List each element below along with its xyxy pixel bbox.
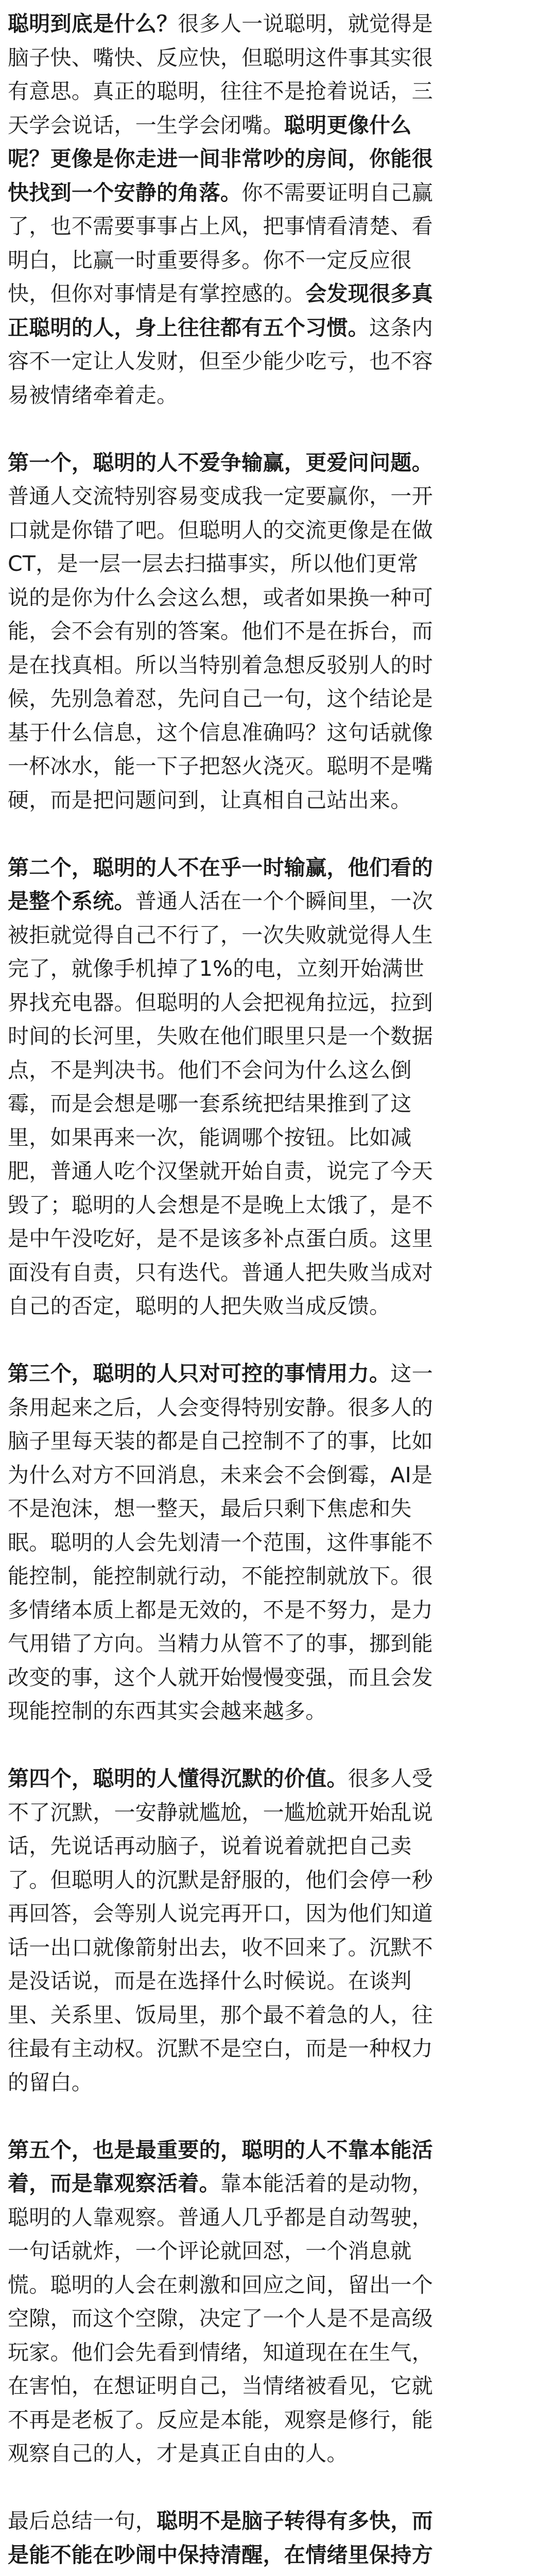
text-line xyxy=(8,1189,548,1223)
text-line xyxy=(8,345,548,379)
text-line xyxy=(8,2538,548,2572)
bold-text: 正聪明的人，身上往往都有五个习惯。 xyxy=(8,315,370,340)
body-text: 这一 xyxy=(390,1361,433,1386)
bold-text: 第一个，聪明的人不爱争输赢，更爱问问题。 xyxy=(8,450,433,475)
text-line xyxy=(8,1121,548,1155)
text-line xyxy=(8,109,548,143)
text-line xyxy=(8,1155,548,1189)
text-line xyxy=(8,2302,548,2336)
text-line xyxy=(8,7,548,41)
body-text: 面没有自责，只有迭代。普通人把失败当成对 xyxy=(8,1260,433,1285)
body-text: 聪明的人靠观察。普通人几乎都是自动驾驶， xyxy=(8,2205,433,2230)
body-text: 是在找真相。所以当特别着急想反驳别人的时 xyxy=(8,652,433,677)
body-text: 不是泡沫，想一整天，最后只剩下焦虑和失 xyxy=(8,1496,412,1521)
bold-text: 第三个，聪明的人只对可控的事情用力。 xyxy=(8,1361,391,1386)
body-text: 自己的否定，聪明的人把失败当成反馈。 xyxy=(8,1294,391,1318)
text-line xyxy=(8,885,548,919)
text-line xyxy=(8,1391,548,1425)
text-line xyxy=(8,1964,548,1998)
text-line xyxy=(8,2234,548,2268)
text-line xyxy=(8,1594,548,1628)
body-text: 话一出口就像箭射出去，收不回来了。沉默不 xyxy=(8,1935,433,1960)
bold-text: 聪明不是脑子转得有多快，而 xyxy=(157,2509,433,2533)
bold-text: 第四个，聪明的人懂得沉默的价值。 xyxy=(8,1766,348,1791)
bold-text: 第五个，也是最重要的，聪明的人不靠本能活 xyxy=(8,2137,433,2162)
body-text: 话，先说话再动脑子，说着说着就把自己卖 xyxy=(8,1834,412,1858)
body-text: 为什么对方不回消息，未来会不会倒霉，AI是 xyxy=(8,1462,433,1487)
text-line xyxy=(8,1425,548,1459)
body-text: 慌。聪明的人会在刺激和回应之间，留出一个 xyxy=(8,2272,433,2297)
body-text: 了，也不需要事事占上风，把事情看清楚、看 xyxy=(8,214,433,239)
text-line xyxy=(8,1863,548,1897)
body-text: 普通人交流特别容易变成我一定要赢你，一开 xyxy=(8,484,433,509)
text-line xyxy=(8,1492,548,1526)
text-line xyxy=(8,1998,548,2032)
body-text: 硬，而是把问题问到，让真相自己站出来。 xyxy=(8,787,412,812)
paragraph-gap xyxy=(8,2099,548,2133)
text-line xyxy=(8,1087,548,1121)
body-text: 毁了；聪明的人会想是不是晚上太饿了，是不 xyxy=(8,1192,433,1217)
text-line xyxy=(8,1222,548,1256)
body-text: 很多人受 xyxy=(348,1766,433,1791)
text-line xyxy=(8,2403,548,2437)
text-line xyxy=(8,2201,548,2235)
bold-text: 着，而是靠观察活着。 xyxy=(8,2171,220,2196)
text-line xyxy=(8,142,548,176)
text-line xyxy=(8,2336,548,2370)
paragraph-gap xyxy=(8,817,548,851)
body-text: 容不一定让人发财，但至少能少吃亏，也不容 xyxy=(8,349,433,374)
text-line xyxy=(8,1054,548,1088)
body-text: 不再是老板了。反应是本能，观察是修行，能 xyxy=(8,2407,433,2432)
body-text: 口就是你错了吧。但聪明人的交流更像是在做 xyxy=(8,517,433,543)
body-text: 眠。聪明的人会先划清一个范围，这件事能不 xyxy=(8,1530,433,1555)
text-line xyxy=(8,1627,548,1661)
body-text: 易被情绪牵着走。 xyxy=(8,382,178,408)
text-line xyxy=(8,1560,548,1594)
text-line xyxy=(8,446,548,480)
body-text: 点，不是判决书。他们不会问为什么这么倒 xyxy=(8,1057,412,1082)
text-line xyxy=(8,1459,548,1493)
bold-text: 呢？更像是你走进一间非常吵的房间，你能很 xyxy=(8,146,433,171)
text-line xyxy=(8,311,548,345)
text-line xyxy=(8,1796,548,1830)
body-text: 气用错了方向。当精力从管不了的事，挪到能 xyxy=(8,1631,433,1656)
text-line xyxy=(8,1661,548,1695)
text-line xyxy=(8,851,548,885)
text-line xyxy=(8,1020,548,1054)
body-text: 时间的长河里，失败在他们眼里只是一个数据 xyxy=(8,1024,433,1048)
body-text: 霉，而是会想是哪一套系统把结果推到了这 xyxy=(8,1091,412,1116)
body-text: 候，先别急着怼，先问自己一句，这个结论是 xyxy=(8,686,433,711)
text-line xyxy=(8,2504,548,2538)
text-line xyxy=(8,1897,548,1931)
text-line xyxy=(8,1290,548,1324)
body-text: 靠本能活着的是动物， xyxy=(220,2171,433,2196)
body-text: 里，如果再来一次，能调哪个按钮。比如减 xyxy=(8,1125,412,1150)
text-line xyxy=(8,750,548,784)
body-text: 玩家。他们会先看到情绪，知道现在在生气， xyxy=(8,2340,433,2365)
body-text: 往最有主动权。沉默不是空白，而是一种权力 xyxy=(8,2036,433,2061)
body-text: 快，但你对事情是有掌控感的。 xyxy=(8,281,306,306)
text-line xyxy=(8,244,548,278)
body-text: 明白，比赢一时重要得多。你不一定反应很 xyxy=(8,247,412,273)
body-text: 是中午没吃好，是不是该多补点蛋白质。这里 xyxy=(8,1226,433,1251)
bold-text: 是能不能在吵闹中保持清醒，在情绪里保持方 xyxy=(8,2542,433,2567)
body-text: 这条内 xyxy=(369,315,433,340)
text-line xyxy=(8,581,548,615)
body-text: 最后总结一句， xyxy=(8,2509,157,2533)
body-text: 基于什么信息，这个信息准确吗？这句话就像 xyxy=(8,720,433,745)
text-line xyxy=(8,277,548,311)
text-line xyxy=(8,41,548,75)
text-line xyxy=(8,2369,548,2403)
body-text: 一杯冰水，能一下子把怒火浇灭。聪明不是嘴 xyxy=(8,754,433,778)
body-text: 很多人一说聪明，就觉得是 xyxy=(178,11,433,36)
text-line xyxy=(8,2032,548,2066)
text-line xyxy=(8,1931,548,1965)
body-text: 观察自己的人，才是真正自由的人。 xyxy=(8,2441,348,2466)
text-line xyxy=(8,2572,548,2576)
body-text: 再回答，会等别人说完再开口，因为他们知道 xyxy=(8,1901,433,1926)
body-text: 能控制，能控制就行动，不能控制就放下。很 xyxy=(8,1564,433,1588)
paragraph-gap xyxy=(8,412,548,446)
text-line xyxy=(8,1762,548,1796)
paragraph-gap xyxy=(8,1728,548,1762)
body-text: 的留白。 xyxy=(8,2070,93,2095)
text-line xyxy=(8,784,548,818)
text-line xyxy=(8,2167,548,2201)
text-line xyxy=(8,1829,548,1863)
bold-text: 快找到一个安静的角落。 xyxy=(8,180,242,205)
text-line xyxy=(8,1357,548,1391)
body-text: 空隙，而这个空隙，决定了一个人是不是高级 xyxy=(8,2306,433,2331)
body-text: 一句话就炸，一个评论就回怼，一个消息就 xyxy=(8,2239,412,2263)
text-line xyxy=(8,986,548,1020)
text-line xyxy=(8,75,548,109)
body-text: 被拒就觉得自己不行了，一次失败就觉得人生 xyxy=(8,922,433,947)
text-line xyxy=(8,210,548,244)
body-text: 现能控制的东西其实会越来越多。 xyxy=(8,1699,327,1723)
body-text: 普通人活在一个个瞬间里，一次 xyxy=(135,889,433,913)
body-text: 里、关系里、饭局里，那个最不着急的人，往 xyxy=(8,2002,433,2027)
body-text: CT，是一层一层去扫描事实，所以他们更常 xyxy=(8,551,419,576)
bold-text: 聪明到底是什么？ xyxy=(8,11,178,36)
paragraph-gap xyxy=(8,2471,548,2505)
text-line xyxy=(8,649,548,683)
text-line xyxy=(8,1694,548,1728)
text-line xyxy=(8,952,548,986)
body-text: 能，会不会有别的答案。他们不是在拆台，而 xyxy=(8,619,433,643)
body-text: 在害怕，在想证明自己，当情绪被看见，它就 xyxy=(8,2374,433,2398)
body-text: 天学会说话，一生学会闭嘴。 xyxy=(8,112,284,138)
body-text: 你不需要证明自己赢 xyxy=(241,180,433,205)
body-text: 脑子里每天装的都是自己控制不了的事，比如 xyxy=(8,1429,433,1453)
text-line xyxy=(8,615,548,649)
body-text: 完了，就像手机掉了1%的电，立刻开始满世 xyxy=(8,956,425,981)
text-line xyxy=(8,2268,548,2302)
text-line xyxy=(8,2066,548,2100)
text-line xyxy=(8,682,548,716)
text-line xyxy=(8,919,548,953)
bold-text: 是整个系统。 xyxy=(8,889,135,913)
body-text: 肥，普通人吃个汉堡就开始自责，说完了今天 xyxy=(8,1159,433,1183)
body-text: 脑子快、嘴快、反应快，但聪明这件事其实很 xyxy=(8,45,433,70)
body-text: 改变的事，这个人就开始慢慢变强，而且会发 xyxy=(8,1665,433,1690)
text-line xyxy=(8,2437,548,2471)
body-text: 说的是你为什么会这么想，或者如果换一种可 xyxy=(8,585,433,610)
bold-text: 聪明更像什么 xyxy=(284,112,412,138)
text-line xyxy=(8,379,548,413)
bold-text: 会发现很多真 xyxy=(305,281,433,306)
text-line xyxy=(8,1526,548,1560)
text-line xyxy=(8,480,548,514)
body-text: 是没话说，而是在选择什么时候说。在谈判 xyxy=(8,1969,412,1993)
bold-text: 第二个，聪明的人不在乎一时输赢，他们看的 xyxy=(8,855,433,880)
text-line xyxy=(8,1256,548,1290)
body-text: 多情绪本质上都是无效的，不是不努力，是力 xyxy=(8,1597,433,1622)
text-line xyxy=(8,547,548,581)
body-text: 界找充电器。但聪明的人会把视角拉远，拉到 xyxy=(8,990,433,1015)
body-text: 有意思。真正的聪明，往往不是抢着说话，三 xyxy=(8,79,433,104)
body-text: 不了沉默，一安静就尴尬，一尴尬就开始乱说 xyxy=(8,1800,433,1825)
text-line xyxy=(8,514,548,548)
text-line xyxy=(8,716,548,750)
body-text: 了。但聪明人的沉默是舒服的，他们会停一秒 xyxy=(8,1867,433,1892)
text-line xyxy=(8,2133,548,2167)
text-line xyxy=(8,176,548,210)
body-text: 条用起来之后，人会变得特别安静。很多人的 xyxy=(8,1395,433,1420)
paragraph-gap xyxy=(8,1324,548,1358)
